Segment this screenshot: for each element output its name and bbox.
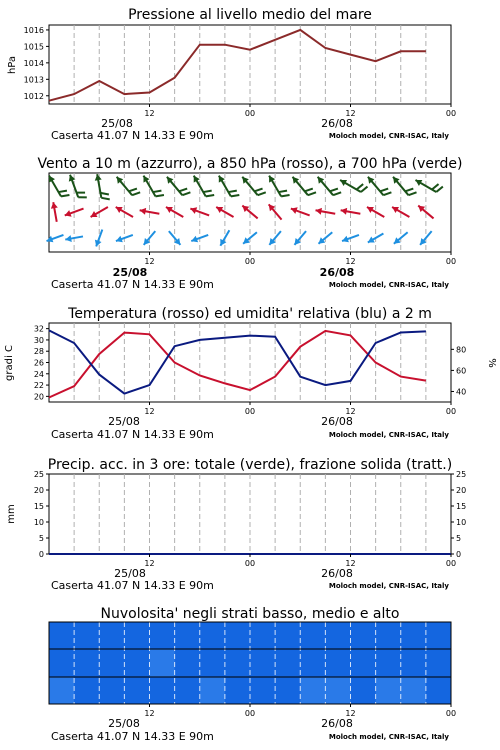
temperature-model-credit: Moloch model, CNR-ISAC, Italy: [328, 431, 449, 439]
x-tick-label: 00: [244, 257, 256, 266]
wind-700-barb-feather: [333, 192, 341, 195]
cloud-cell-basso: [250, 677, 276, 704]
wind-700-barb-feather: [432, 184, 439, 189]
wind-700-barb-feather: [281, 195, 289, 196]
wind-panel: [37, 156, 462, 291]
wind-700-barb-feather: [308, 192, 316, 195]
pressure-panel: [7, 7, 456, 142]
y-tick-label: 1012: [23, 91, 44, 101]
y-tick-label: 5: [456, 534, 462, 543]
x-tick-label: 12: [144, 407, 155, 416]
wind-700-barb-feather: [254, 189, 262, 192]
cloud-cell-alto: [376, 622, 402, 649]
y-tick-label: 60: [456, 366, 467, 376]
cloud-location: Caserta 41.07 N 14.33 E 90m: [51, 730, 214, 743]
cloud-cell-basso: [376, 677, 402, 704]
cloud-cell-medio: [99, 649, 125, 677]
wind-700-barb-feather: [228, 191, 236, 192]
y-tick-label: 0: [456, 550, 462, 559]
pressure-model-credit: Moloch model, CNR-ISAC, Italy: [328, 132, 449, 140]
pressure-location: Caserta 41.07 N 14.33 E 90m: [51, 129, 214, 142]
cloud-cell-basso: [351, 677, 377, 704]
wind-model-credit: Moloch model, CNR-ISAC, Italy: [328, 281, 449, 289]
x-tick-label: 12: [345, 709, 356, 718]
y-tick-label: 22: [33, 381, 44, 391]
cloud-cell-basso: [49, 677, 75, 704]
cloud-cell-medio: [49, 649, 75, 677]
cloud-title: Nuvolosita' negli strati basso, medio e alto: [100, 606, 400, 622]
precipitation-date-1: 25/08: [114, 567, 146, 580]
cloud-cell-alto: [175, 622, 201, 649]
cloud-cell-alto: [124, 622, 150, 649]
wind-700-barb-feather: [405, 189, 413, 192]
cloud-cell-basso: [200, 677, 226, 704]
pressure-y-label: hPa: [7, 55, 18, 75]
cloud-cell-medio: [376, 649, 402, 677]
cloud-cell-basso: [275, 677, 301, 704]
x-tick-label: 00: [445, 407, 457, 416]
cloud-cell-basso: [74, 677, 100, 704]
y-tick-label: 0: [38, 550, 44, 559]
y-tick-label: 25: [33, 470, 44, 479]
wind-700-barb-feather: [380, 189, 388, 192]
y-tick-label: 20: [456, 486, 467, 495]
y-tick-label: 15: [456, 502, 467, 511]
y-tick-label: 1014: [23, 58, 44, 68]
precipitation-grid: [74, 474, 426, 554]
wind-title: Vento a 10 m (azzurro), a 850 hPa (rosso), a 700 hPa (verde): [37, 156, 463, 172]
humidity-y-label: %: [486, 358, 497, 368]
x-tick-label: 12: [144, 109, 155, 118]
y-tick-label: 80: [456, 345, 467, 355]
y-tick-label: 20: [33, 392, 44, 402]
cloud-cell-medio: [74, 649, 100, 677]
x-tick-label: 00: [244, 109, 256, 118]
y-tick-label: 5: [38, 534, 44, 543]
wind-700-barb-feather: [258, 192, 266, 195]
cloud-cell-medio: [401, 649, 427, 677]
wind-700-barb-feather: [206, 195, 214, 196]
cloud-cell-basso: [300, 677, 326, 704]
cloud-panel: [49, 606, 456, 743]
cloud-cell-alto: [99, 622, 125, 649]
precipitation-x-ticks: [144, 554, 456, 568]
y-tick-label: 10: [33, 518, 44, 527]
wind-arrows: [47, 174, 443, 246]
wind-700-barb-feather: [100, 193, 108, 195]
cloud-cell-basso: [99, 677, 125, 704]
cloud-cell-alto: [200, 622, 226, 649]
y-tick-label: 24: [33, 369, 44, 379]
wind-700-barb-feather: [129, 189, 137, 192]
wind-700-barb-feather: [357, 184, 364, 189]
cloud-cell-alto: [49, 622, 75, 649]
cloud-cell-alto: [300, 622, 326, 649]
temperature-panel: [4, 306, 497, 441]
wind-location: Caserta 41.07 N 14.33 E 90m: [51, 278, 214, 291]
y-tick-label: 10: [456, 518, 467, 527]
wind-700-barb-feather: [279, 191, 287, 192]
pressure-title: Pressione al livello medio del mare: [128, 7, 372, 23]
y-tick-label: 40: [456, 387, 467, 397]
cloud-cell-alto: [325, 622, 351, 649]
cloud-cell-medio: [300, 649, 326, 677]
cloud-cell-basso: [150, 677, 176, 704]
wind-700-barb-feather: [182, 192, 190, 195]
y-tick-label: 30: [33, 335, 44, 345]
x-tick-label: 00: [445, 559, 457, 568]
wind-700-barb-feather: [408, 192, 416, 195]
x-tick-label: 12: [144, 559, 155, 568]
precipitation-model-credit: Moloch model, CNR-ISAC, Italy: [328, 582, 449, 590]
wind-700-barb-feather: [383, 192, 391, 195]
y-tick-label: 32: [33, 324, 44, 334]
cloud-cell-medio: [124, 649, 150, 677]
y-tick-label: 1016: [23, 25, 44, 35]
pressure-grid: [74, 25, 426, 104]
cloud-x-ticks: [144, 704, 456, 718]
cloud-cell-medio: [225, 649, 251, 677]
cloud-cell-medio: [426, 649, 452, 677]
cloud-cell-basso: [401, 677, 427, 704]
pressure-date-1: 25/08: [101, 117, 133, 130]
pressure-date-2: 26/08: [321, 117, 353, 130]
wind-700-barb-feather: [156, 195, 164, 196]
pressure-y-ticks: [24, 26, 49, 101]
wind-700-barb-feather: [61, 195, 69, 196]
temperature-x-ticks: [144, 402, 456, 416]
x-tick-label: 00: [445, 709, 457, 718]
cloud-cell-alto: [150, 622, 176, 649]
wind-700-barb-feather: [101, 198, 109, 200]
cloud-cell-alto: [74, 622, 100, 649]
cloud-cell-alto: [275, 622, 301, 649]
x-tick-label: 00: [445, 109, 457, 118]
pressure-line: [49, 30, 426, 101]
y-tick-label: 1015: [23, 42, 44, 52]
wind-700-barb-feather: [436, 187, 443, 192]
wind-700-barb-feather: [59, 191, 67, 192]
y-tick-label: 15: [33, 502, 44, 511]
cloud-cell-basso: [124, 677, 150, 704]
wind-700-barb-feather: [132, 192, 140, 195]
y-tick-label: 25: [456, 470, 467, 479]
cloud-cell-medio: [275, 649, 301, 677]
wind-700-barb-feather: [330, 189, 338, 192]
x-tick-label: 12: [345, 559, 356, 568]
cloud-cell-medio: [175, 649, 201, 677]
x-tick-label: 00: [445, 257, 457, 266]
temperature-line: [49, 331, 426, 398]
precipitation-title: Precip. acc. in 3 ore: totale (verde), frazione solida (tratt.): [47, 457, 453, 473]
wind-700-barb-feather: [305, 189, 313, 192]
wind-date-2: 26/08: [319, 266, 355, 279]
cloud-cell-alto: [351, 622, 377, 649]
cloud-cell-medio: [200, 649, 226, 677]
temperature-title: Temperatura (rosso) ed umidita' relativa (blu) a 2 m: [68, 306, 432, 322]
humidity-y-ticks: [451, 345, 466, 396]
x-tick-label: 12: [345, 109, 356, 118]
wind-700-barb-feather: [179, 189, 187, 192]
wind-700-barb-feather: [153, 191, 161, 192]
cloud-cell-alto: [250, 622, 276, 649]
cloud-cell-basso: [225, 677, 251, 704]
cloud-cell-medio: [150, 649, 176, 677]
temperature-y-ticks: [34, 325, 49, 402]
x-tick-label: 12: [144, 257, 155, 266]
y-tick-label: 28: [33, 347, 44, 357]
wind-x-ticks: [144, 252, 456, 266]
cloud-date-2: 26/08: [321, 717, 353, 730]
precipitation-panel: [6, 457, 466, 592]
pressure-x-ticks: [144, 104, 456, 118]
temperature-date-1: 25/08: [108, 415, 140, 428]
y-tick-label: 20: [33, 486, 44, 495]
cloud-cell-basso: [175, 677, 201, 704]
cloud-model-credit: Moloch model, CNR-ISAC, Italy: [328, 733, 449, 741]
temperature-date-2: 26/08: [321, 415, 353, 428]
temperature-y-label: gradi C: [4, 345, 15, 381]
cloud-cell-alto: [401, 622, 427, 649]
cloud-cell-alto: [225, 622, 251, 649]
wind-700-barb-feather: [231, 195, 239, 196]
humidity-line: [49, 330, 426, 393]
x-tick-label: 12: [144, 709, 155, 718]
x-tick-label: 12: [345, 257, 356, 266]
cloud-cell-basso: [325, 677, 351, 704]
cloud-cell-alto: [426, 622, 452, 649]
temperature-location: Caserta 41.07 N 14.33 E 90m: [51, 428, 214, 441]
precipitation-y-ticks-left: [34, 470, 49, 559]
precipitation-y-label: mm: [6, 504, 17, 524]
y-tick-label: 1013: [23, 75, 44, 85]
cloud-cell-basso: [426, 677, 452, 704]
wind-700-barb-feather: [203, 191, 211, 192]
cloud-cell-medio: [351, 649, 377, 677]
precipitation-y-ticks-right: [451, 470, 466, 559]
precipitation-date-2: 26/08: [321, 567, 353, 580]
x-tick-label: 00: [244, 559, 256, 568]
x-tick-label: 00: [244, 709, 256, 718]
y-tick-label: 26: [33, 358, 44, 368]
wind-date-1: 25/08: [112, 266, 148, 279]
wind-700-barb-feather: [361, 187, 368, 192]
precipitation-location: Caserta 41.07 N 14.33 E 90m: [51, 579, 214, 592]
x-tick-label: 12: [345, 407, 356, 416]
cloud-cell-medio: [250, 649, 276, 677]
cloud-cell-medio: [325, 649, 351, 677]
x-tick-label: 00: [244, 407, 256, 416]
cloud-date-1: 25/08: [108, 717, 140, 730]
